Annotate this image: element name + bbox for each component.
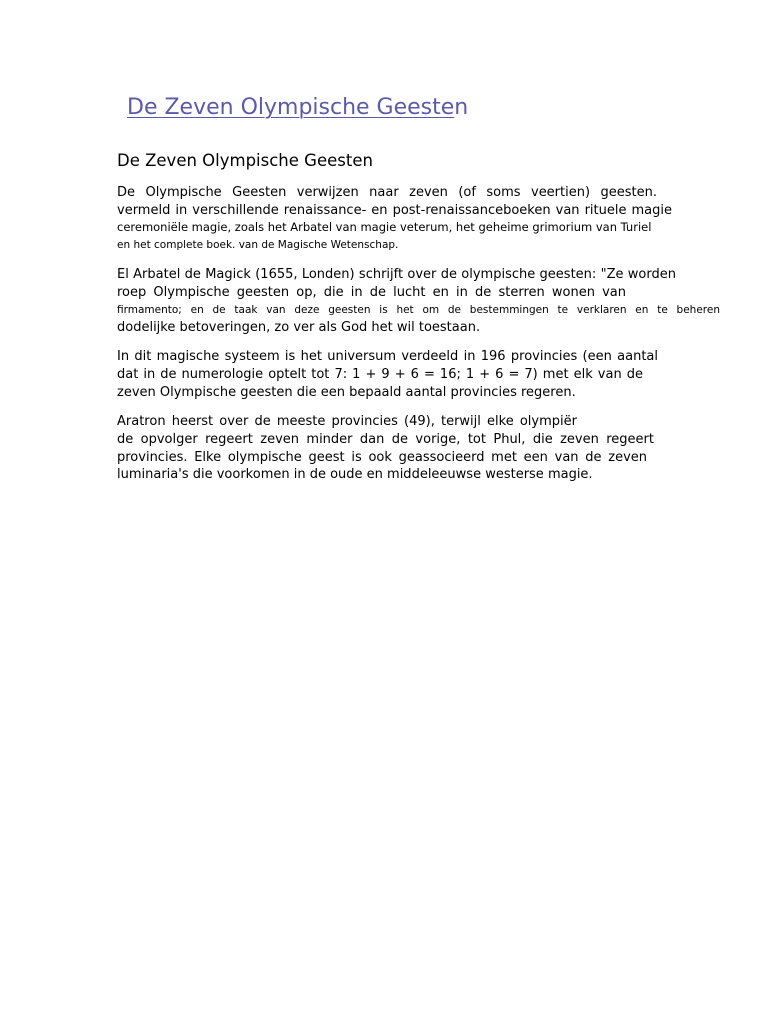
title-underlined-text[interactable]: De Zeven Olympische Geeste bbox=[127, 95, 455, 120]
paragraph-3-line-2: dat in de numerologie optelt tot 7: 1 + 9 + 6 = 16; 1 + 6 = 7) met elk van de bbox=[117, 367, 643, 382]
paragraph-1-line-3: ceremoniële magie, zoals het Arbatel van magie veterum, het geheime grimorium van Turiel bbox=[117, 220, 652, 234]
paragraph-4-line-4: luminaria's die voorkomen in de oude en middeleeuwse westerse magie. bbox=[117, 467, 593, 482]
title-trailing-text[interactable]: n bbox=[454, 95, 469, 120]
paragraph-2-line-2: roep Olympische geesten op, die in de lucht en in de sterren wonen van bbox=[117, 285, 626, 300]
paragraph-3-line-3: zeven Olympische geesten die een bepaald aantal provincies regeren. bbox=[117, 385, 576, 400]
paragraph-2-line-1: El Arbatel de Magick (1655, Londen) schrijft over de olympische geesten: "Ze worden bbox=[117, 267, 676, 282]
section-heading: De Zeven Olympische Geesten bbox=[117, 151, 373, 170]
paragraph-1-line-2: vermeld in verschillende renaissance- en post-renaissanceboeken van rituele magie bbox=[117, 203, 672, 218]
paragraph-3-line-1: In dit magische systeem is het universum verdeeld in 196 provincies (een aantal bbox=[117, 349, 658, 364]
paragraph-4-line-2: de opvolger regeert zeven minder dan de vorige, tot Phul, die zeven regeert bbox=[117, 432, 654, 447]
paragraph-1-line-1: De Olympische Geesten verwijzen naar zeven (of soms veertien) geesten. bbox=[117, 185, 657, 200]
paragraph-2-line-3: firmamento; en de taak van deze geesten is het om de bestemmingen te verklaren en te beheren bbox=[117, 304, 720, 316]
paragraph-4-line-1: Aratron heerst over de meeste provincies (49), terwijl elke olympiër bbox=[117, 414, 577, 429]
paragraph-1-line-4: en het complete boek. van de Magische Wetenschap. bbox=[117, 239, 399, 251]
paragraph-2-line-4: dodelijke betoveringen, zo ver als God het wil toestaan. bbox=[117, 320, 481, 335]
paragraph-4-line-3: provincies. Elke olympische geest is ook geassocieerd met een van de zeven bbox=[117, 450, 647, 465]
document-title-link[interactable] bbox=[127, 93, 468, 123]
